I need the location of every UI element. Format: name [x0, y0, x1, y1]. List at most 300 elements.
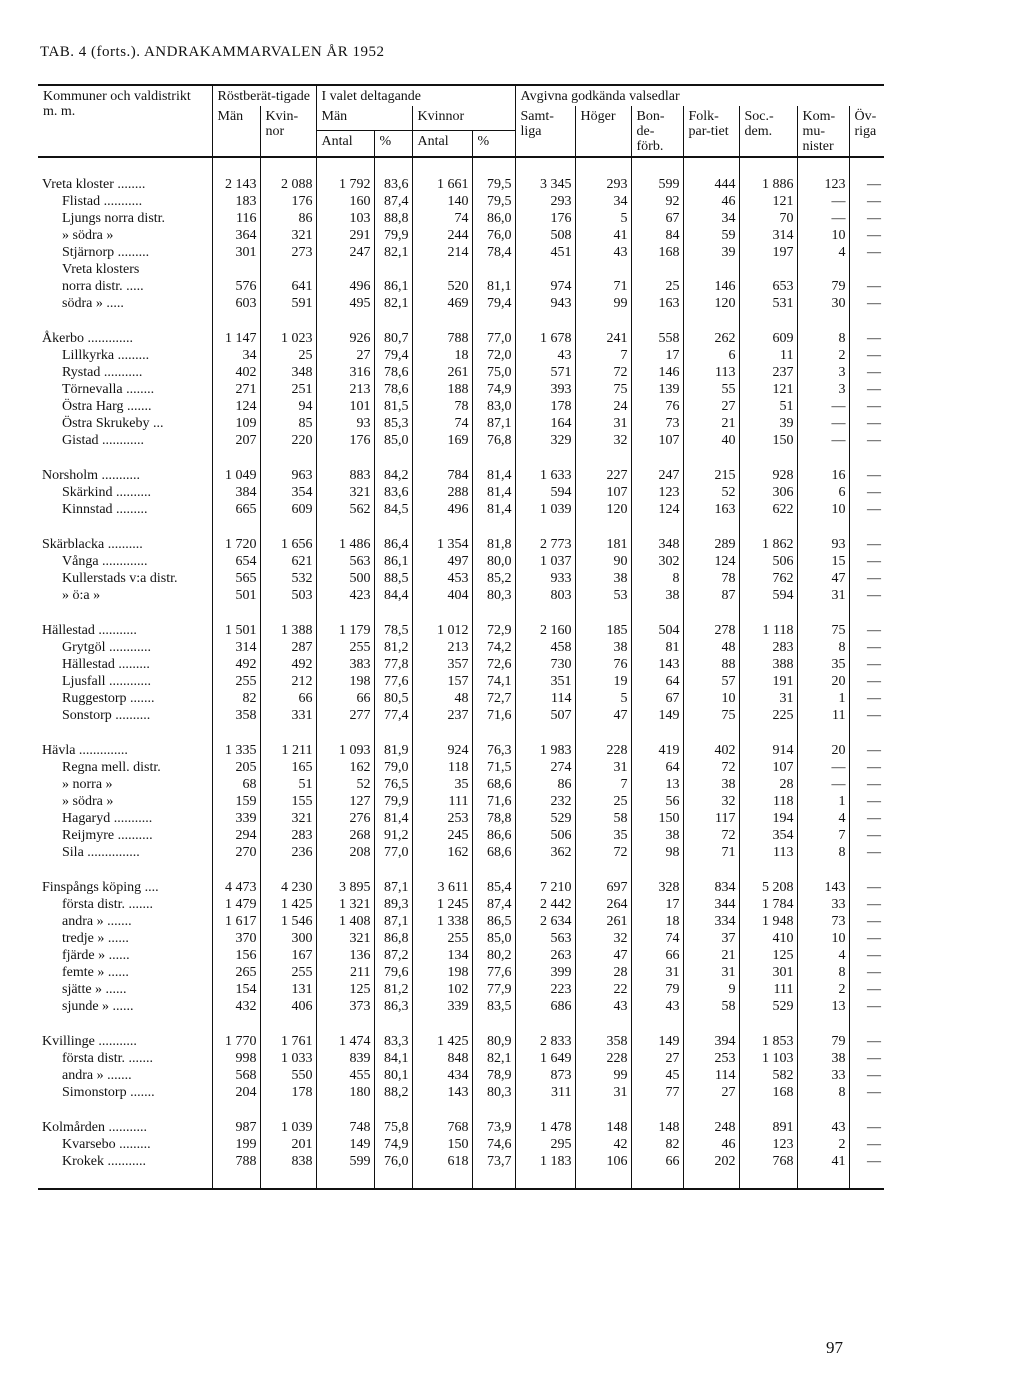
table-cell: 48	[683, 639, 739, 656]
table-cell: 5	[575, 690, 631, 707]
table-cell: 839	[316, 1050, 374, 1067]
table-cell: 73,9	[472, 1119, 515, 1136]
table-cell: 176	[316, 432, 374, 449]
table-cell: 165	[260, 759, 316, 776]
row-label: Stjärnorp .........	[62, 244, 150, 260]
table-cell: —	[849, 896, 884, 913]
table-cell: 72	[683, 759, 739, 776]
table-cell: 2	[797, 981, 849, 998]
table-cell: 665	[212, 501, 260, 518]
table-cell: 914	[739, 742, 797, 759]
table-cell: 1 183	[515, 1153, 575, 1170]
table-cell: 88	[683, 656, 739, 673]
table-row	[38, 398, 884, 415]
table-cell: 58	[683, 998, 739, 1015]
table-bottom-rule	[38, 1189, 884, 1194]
table-cell: 255	[316, 639, 374, 656]
table-cell: 3	[797, 381, 849, 398]
table-cell: 74	[412, 210, 472, 227]
table-cell: 274	[515, 759, 575, 776]
table-cell: 2 160	[515, 622, 575, 639]
table-cell: 80,7	[374, 330, 412, 347]
table-cell: 77,6	[374, 673, 412, 690]
table-cell: 565	[212, 570, 260, 587]
table-cell: —	[849, 673, 884, 690]
table-cell: 176	[515, 210, 575, 227]
table-cell: 232	[515, 793, 575, 810]
table-cell	[683, 261, 739, 278]
table-cell: 288	[412, 484, 472, 501]
table-row	[38, 364, 884, 381]
table-cell: 150	[739, 432, 797, 449]
header-man: Män	[212, 106, 260, 157]
table-cell: 213	[412, 639, 472, 656]
table-cell: 1 633	[515, 467, 575, 484]
table-cell: 506	[515, 827, 575, 844]
table-cell: 2 833	[515, 1033, 575, 1050]
table-cell: 1 501	[212, 622, 260, 639]
table-cell: 697	[575, 879, 631, 896]
row-label: Lillkyrka .........	[62, 347, 150, 363]
table-cell: 71,6	[472, 707, 515, 724]
table-cell: 163	[683, 501, 739, 518]
table-cell: 434	[412, 1067, 472, 1084]
table-cell: 1 425	[260, 896, 316, 913]
table-cell: 834	[683, 879, 739, 896]
table-cell: 88,2	[374, 1084, 412, 1101]
table-cell: 211	[316, 964, 374, 981]
table-cell	[797, 261, 849, 278]
table-cell: 77,8	[374, 656, 412, 673]
table-cell: 77,9	[472, 981, 515, 998]
table-cell: 594	[739, 587, 797, 604]
table-cell: 265	[212, 964, 260, 981]
table-cell: 20	[797, 673, 849, 690]
table-cell: 168	[739, 1084, 797, 1101]
table-row	[38, 501, 884, 518]
table-cell: 423	[316, 587, 374, 604]
row-label: Simonstorp .......	[62, 1084, 155, 1100]
table-cell: 496	[316, 278, 374, 295]
table-cell: 83,0	[472, 398, 515, 415]
table-cell: 81,8	[472, 536, 515, 553]
table-cell: 149	[316, 1136, 374, 1153]
table-cell: 1 649	[515, 1050, 575, 1067]
table-cell: —	[849, 1050, 884, 1067]
table-cell: —	[849, 690, 884, 707]
table-row	[38, 981, 884, 998]
table-cell: 80,0	[472, 553, 515, 570]
table-cell: 571	[515, 364, 575, 381]
table-cell: 1 886	[739, 176, 797, 193]
table-cell: 37	[683, 930, 739, 947]
table-cell: 76,8	[472, 432, 515, 449]
table-cell: 768	[739, 1153, 797, 1170]
table-cell: 85,0	[472, 930, 515, 947]
table-cell: 86,1	[374, 278, 412, 295]
row-label: Kvillinge ...........	[42, 1033, 137, 1049]
table-cell: 199	[212, 1136, 260, 1153]
table-cell: 91,2	[374, 827, 412, 844]
table-cell: 146	[631, 364, 683, 381]
table-cell: 205	[212, 759, 260, 776]
table-cell: 458	[515, 639, 575, 656]
table-cell: 9	[683, 981, 739, 998]
table-cell: 35	[575, 827, 631, 844]
table-cell: 85,3	[374, 415, 412, 432]
table-cell: 94	[260, 398, 316, 415]
table-cell: 6	[797, 484, 849, 501]
table-cell: 358	[212, 707, 260, 724]
table-cell: 99	[575, 295, 631, 312]
table-cell: 123	[631, 484, 683, 501]
table-cell: 25	[260, 347, 316, 364]
table-cell: 220	[260, 432, 316, 449]
table-cell: 86,1	[374, 553, 412, 570]
table-cell: 576	[212, 278, 260, 295]
table-cell: 35	[412, 776, 472, 793]
table-cell: 197	[739, 244, 797, 261]
table-cell: 79,4	[472, 295, 515, 312]
table-cell: —	[849, 930, 884, 947]
table-cell: 111	[412, 793, 472, 810]
table-cell: 13	[797, 998, 849, 1015]
header-kvinnor-short: Kvin-nor	[260, 106, 316, 157]
table-cell: 76,0	[472, 227, 515, 244]
row-label: » norra »	[62, 776, 113, 792]
table-cell: 928	[739, 467, 797, 484]
table-cell: 654	[212, 553, 260, 570]
table-row	[38, 639, 884, 656]
table-cell: 784	[412, 467, 472, 484]
table-cell: 163	[631, 295, 683, 312]
table-cell: 1 408	[316, 913, 374, 930]
row-label: Ljusfall ............	[62, 673, 152, 689]
table-cell: 123	[739, 1136, 797, 1153]
table-cell: —	[849, 381, 884, 398]
table-row	[38, 793, 884, 810]
table-cell: —	[849, 998, 884, 1015]
table-cell: 46	[683, 1136, 739, 1153]
table-cell: —	[849, 1153, 884, 1170]
table-cell: 176	[260, 193, 316, 210]
table-cell: 247	[316, 244, 374, 261]
table-cell: 609	[260, 501, 316, 518]
table-cell: 143	[797, 879, 849, 896]
table-cell: 11	[739, 347, 797, 364]
table-cell: —	[849, 415, 884, 432]
table-cell: 383	[316, 656, 374, 673]
row-label: Åkerbo .............	[42, 330, 133, 346]
table-cell: 294	[212, 827, 260, 844]
table-cell: 204	[212, 1084, 260, 1101]
table-cell: 301	[212, 244, 260, 261]
table-cell: 82	[212, 690, 260, 707]
table-cell: 2 634	[515, 913, 575, 930]
table-cell: —	[849, 759, 884, 776]
table-cell: 1 338	[412, 913, 472, 930]
table-cell: 76	[575, 656, 631, 673]
table-cell: 125	[316, 981, 374, 998]
table-cell: 25	[575, 793, 631, 810]
table-cell: 181	[575, 536, 631, 553]
table-cell: 599	[316, 1153, 374, 1170]
table-cell: 562	[316, 501, 374, 518]
table-cell: 72,9	[472, 622, 515, 639]
table-cell: 43	[575, 244, 631, 261]
table-cell: 384	[212, 484, 260, 501]
table-row	[38, 330, 884, 347]
row-label: Skärblacka ..........	[42, 536, 143, 552]
table-cell: 2 773	[515, 536, 575, 553]
table-cell: 76,3	[472, 742, 515, 759]
row-label: Kullerstads v:a distr.	[62, 570, 178, 586]
table-cell: 8	[631, 570, 683, 587]
table-cell: —	[849, 656, 884, 673]
table-cell: 339	[412, 998, 472, 1015]
table-cell: 99	[575, 1067, 631, 1084]
table-cell: 79,0	[374, 759, 412, 776]
table-cell: 201	[260, 1136, 316, 1153]
table-cell: 2	[797, 347, 849, 364]
table-cell: 57	[683, 673, 739, 690]
row-label: Skärkind ..........	[62, 484, 152, 500]
table-cell: 43	[631, 998, 683, 1015]
table-cell: 987	[212, 1119, 260, 1136]
table-cell: 963	[260, 467, 316, 484]
table-cell: —	[849, 639, 884, 656]
table-cell: 278	[683, 622, 739, 639]
table-row	[38, 759, 884, 776]
table-cell: 500	[316, 570, 374, 587]
row-label: Ruggestorp .......	[62, 690, 155, 706]
table-cell: 410	[739, 930, 797, 947]
table-row	[38, 176, 884, 193]
table-row	[38, 570, 884, 587]
table-cell: 33	[797, 896, 849, 913]
table-cell: 4	[797, 947, 849, 964]
table-row	[38, 622, 884, 639]
table-row	[38, 810, 884, 827]
table-cell: 1 486	[316, 536, 374, 553]
table-cell: 81,4	[472, 484, 515, 501]
table-cell: 1 546	[260, 913, 316, 930]
table-cell: 348	[260, 364, 316, 381]
table-cell: 148	[575, 1119, 631, 1136]
table-cell: 227	[575, 467, 631, 484]
table-cell: 86,3	[374, 998, 412, 1015]
table-cell: 263	[515, 947, 575, 964]
table-cell: 81	[631, 639, 683, 656]
table-cell: 247	[631, 467, 683, 484]
table-cell: 273	[260, 244, 316, 261]
table-cell: 159	[212, 793, 260, 810]
table-cell: 82,1	[472, 1050, 515, 1067]
table-cell: 228	[575, 1050, 631, 1067]
table-cell: 10	[797, 501, 849, 518]
header-kommunister: Kom-mu-nister	[797, 106, 849, 157]
table-cell: 926	[316, 330, 374, 347]
table-cell: 321	[260, 227, 316, 244]
row-label: första distr. .......	[62, 896, 153, 912]
table-cell: 354	[260, 484, 316, 501]
group-spacer	[38, 1170, 884, 1189]
row-label: Vånga .............	[62, 553, 148, 569]
table-cell: 178	[260, 1084, 316, 1101]
page-number: 97	[826, 1338, 843, 1357]
table-cell: 81,2	[374, 639, 412, 656]
table-cell: 215	[683, 467, 739, 484]
table-cell: 81,5	[374, 398, 412, 415]
table-cell: 92	[631, 193, 683, 210]
table-cell: 87,1	[374, 879, 412, 896]
table-cell: 1 039	[260, 1119, 316, 1136]
row-label: tredje » ......	[62, 930, 129, 946]
table-cell: —	[849, 707, 884, 724]
table-cell: 591	[260, 295, 316, 312]
table-cell: 6	[683, 347, 739, 364]
table-cell: 150	[412, 1136, 472, 1153]
table-cell: 70	[739, 210, 797, 227]
row-label: Sila ...............	[62, 844, 140, 860]
table-row	[38, 656, 884, 673]
table-cell: 329	[515, 432, 575, 449]
table-cell: 7	[575, 776, 631, 793]
row-label: Finspångs köping ....	[42, 879, 159, 895]
table-cell: 169	[412, 432, 472, 449]
table-cell: 88,8	[374, 210, 412, 227]
table-cell: 1 118	[739, 622, 797, 639]
table-cell: 311	[515, 1084, 575, 1101]
table-cell: 30	[797, 295, 849, 312]
table-cell: 3 895	[316, 879, 374, 896]
table-cell: 39	[683, 244, 739, 261]
table-cell: 848	[412, 1050, 472, 1067]
table-cell: 188	[412, 381, 472, 398]
table-cell: 38	[797, 1050, 849, 1067]
table-cell: 5 208	[739, 879, 797, 896]
table-cell: 123	[797, 176, 849, 193]
table-cell: 653	[739, 278, 797, 295]
row-label: Östra Harg .......	[62, 398, 152, 414]
table-cell: 212	[260, 673, 316, 690]
table-cell: —	[849, 1033, 884, 1050]
table-cell: 107	[631, 432, 683, 449]
table-cell: —	[797, 776, 849, 793]
table-cell: 87,2	[374, 947, 412, 964]
table-cell: 2 088	[260, 176, 316, 193]
table-row	[38, 742, 884, 759]
table-cell: 78,5	[374, 622, 412, 639]
table-cell: 114	[515, 690, 575, 707]
table-cell: 86	[515, 776, 575, 793]
row-label: sjätte » ......	[62, 981, 127, 997]
table-cell: 35	[797, 656, 849, 673]
table-cell: 1 761	[260, 1033, 316, 1050]
table-cell: 79,5	[472, 176, 515, 193]
table-cell: 399	[515, 964, 575, 981]
table-cell: 85,0	[374, 432, 412, 449]
row-label: Kolmården ...........	[42, 1119, 147, 1135]
table-cell: 131	[260, 981, 316, 998]
table-cell: 762	[739, 570, 797, 587]
table-cell: 4	[797, 810, 849, 827]
table-cell: 251	[260, 381, 316, 398]
table-cell: —	[849, 1067, 884, 1084]
table-cell: 1 853	[739, 1033, 797, 1050]
table-cell: 72	[575, 364, 631, 381]
table-cell: 2 143	[212, 176, 260, 193]
table-cell: 453	[412, 570, 472, 587]
table-cell: 295	[515, 1136, 575, 1153]
row-label: Östra Skrukeby ...	[62, 415, 164, 431]
table-cell: —	[849, 295, 884, 312]
table-cell: 237	[412, 707, 472, 724]
table-cell: 406	[260, 998, 316, 1015]
table-cell: 402	[683, 742, 739, 759]
table-cell: —	[849, 879, 884, 896]
table-cell: 38	[631, 827, 683, 844]
table-cell: 56	[631, 793, 683, 810]
table-cell: 93	[797, 536, 849, 553]
table-cell: 73	[631, 415, 683, 432]
table-cell: 31	[631, 964, 683, 981]
table-cell: 253	[683, 1050, 739, 1067]
table-cell: 178	[515, 398, 575, 415]
table-cell: 730	[515, 656, 575, 673]
table-cell: 27	[631, 1050, 683, 1067]
table-cell: 87,4	[374, 193, 412, 210]
table-cell: 149	[631, 707, 683, 724]
row-label: södra » .....	[62, 295, 124, 311]
table-cell: 86,6	[472, 827, 515, 844]
table-cell: 7	[797, 827, 849, 844]
table-cell: 90	[575, 553, 631, 570]
table-cell: 261	[412, 364, 472, 381]
table-cell: 550	[260, 1067, 316, 1084]
table-cell: 124	[212, 398, 260, 415]
group-spacer	[38, 1101, 884, 1119]
table-cell: 496	[412, 501, 472, 518]
table-cell: 1 478	[515, 1119, 575, 1136]
table-cell: 167	[260, 947, 316, 964]
table-cell: 71	[575, 278, 631, 295]
table-cell: 622	[739, 501, 797, 518]
table-cell: 351	[515, 673, 575, 690]
table-cell: 74,2	[472, 639, 515, 656]
table-cell: —	[797, 432, 849, 449]
table-cell: 492	[260, 656, 316, 673]
table-row	[38, 1084, 884, 1101]
table-row	[38, 1067, 884, 1084]
table-cell: 43	[515, 347, 575, 364]
table-cell: 419	[631, 742, 683, 759]
table-cell: —	[797, 415, 849, 432]
table-cell	[575, 261, 631, 278]
table-cell: 248	[683, 1119, 739, 1136]
table-cell: 1 656	[260, 536, 316, 553]
table-cell: 276	[316, 810, 374, 827]
header-ovriga: Öv-riga	[849, 106, 884, 157]
table-cell: —	[797, 759, 849, 776]
header-valet: I valet deltagande	[316, 85, 515, 106]
row-label: norra distr. .....	[62, 278, 144, 294]
table-cell: 1 948	[739, 913, 797, 930]
table-cell: 79	[797, 278, 849, 295]
table-row	[38, 896, 884, 913]
table-cell: 79,9	[374, 227, 412, 244]
table-cell: 51	[739, 398, 797, 415]
